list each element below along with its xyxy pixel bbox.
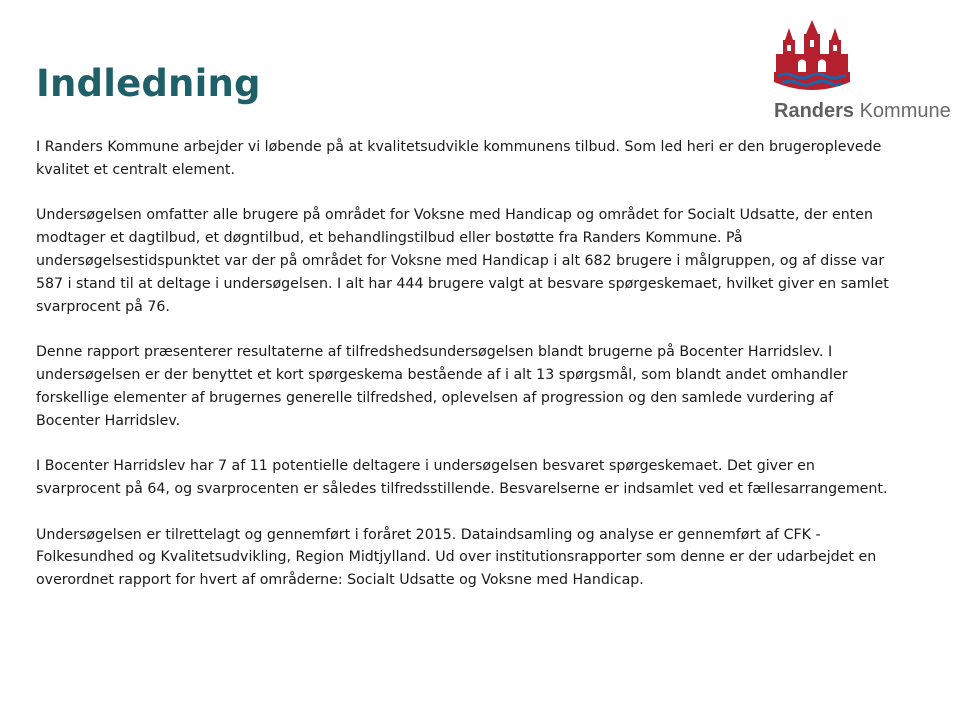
paragraph: Undersøgelsen omfatter alle brugere på området for Voksne med Handicap og området for Socialt Udsatte, der enten modtager et dagtilbud, et døgntilbud, et behandlingstilbud eller bostøtte fra Randers Kommune. På undersøgelsestidspunktet var der på området for Voksne med Handicap i alt 682 brugere i målgruppen, og af disse var 587 i stand til at deltage i undersøgelsen. I alt har 444 brugere valgt at besvare spørgeskemaet, hvilket giver en samlet svarprocent på 76. [36, 207, 889, 315]
logo-brand-text: Randers [774, 100, 855, 122]
body-text [36, 136, 896, 615]
paragraph: I Bocenter Harridslev har 7 af 11 potentielle deltagere i undersøgelsen besvaret spørgeskemaet. Det giver en svarprocent på 64, og svarprocenten er således tilfredsstillende. Besvarelserne er indsamlet ved et fællesarrangement. [36, 458, 888, 497]
paragraph: Denne rapport præsenterer resultaterne af tilfredshedsundersøgelsen blandt brugerne på Bocenter Harridslev. I undersøgelsen er der benyttet et kort spørgeskema bestående af i alt 13 spørgsmål, som blandt andet omhandler forskellige elementer af brugernes generelle tilfredshed, oplevelsen af progression og den samlede vurdering af Bocenter Harridslev. [36, 344, 848, 429]
randers-kommune-logo [770, 18, 951, 128]
castle-crest-icon [772, 18, 852, 98]
page-title: Indledning [36, 62, 261, 105]
paragraph: Undersøgelsen er tilrettelagt og gennemført i foråret 2015. Dataindsamling og analyse er gennemført af CFK - Folkesundhed og Kvalitetsudvikling, Region Midtjylland. Ud over institutionsrapporter som denne er der udarbejdet en overordnet rapport for hvert af områderne: Socialt Udsatte og Voksne med Handicap. [36, 526, 877, 589]
paragraph: I Randers Kommune arbejder vi løbende på at kvalitetsudvikle kommunens tilbud. Som led heri er den brugeroplevede kvalitet et centralt element. [36, 139, 882, 178]
logo-suffix-text: Kommune [859, 100, 951, 122]
